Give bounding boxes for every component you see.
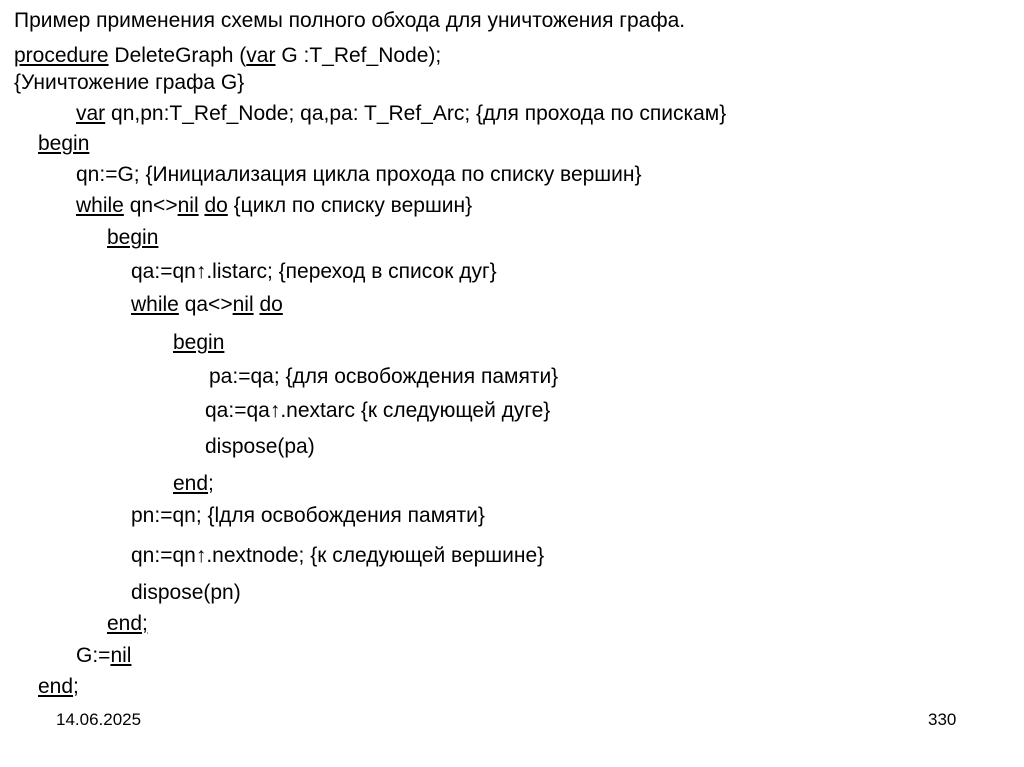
code-line-while-outer (76, 193, 472, 219)
keyword-var: var (76, 102, 106, 125)
code-text: G :T_Ref_Node); (275, 44, 442, 67)
code-line-nextnode: qn:=qn↑.nextnode; {к следующей вершине} (131, 544, 545, 567)
keyword-end: end (38, 675, 74, 698)
keyword-nil: nil (232, 293, 254, 316)
code-line-dispose-pa: dispose(pa) (205, 435, 315, 458)
code-line-pn: pn:=qn; {lдля освобождения памяти} (131, 504, 485, 527)
page-number: 330 (928, 710, 957, 729)
code-line-while-inner (131, 292, 283, 318)
keyword-nil: nil (110, 644, 132, 667)
code-text: G:= (76, 644, 111, 667)
keyword-nil: nil (177, 194, 199, 217)
code-line-dispose-pn: dispose(pn) (131, 581, 241, 604)
keyword-end: end; (107, 612, 148, 635)
code-line-procedure (14, 43, 441, 69)
keyword-var: var (246, 44, 276, 67)
keyword-begin: begin (107, 226, 159, 249)
keyword-do: do (204, 194, 228, 217)
code-text: qa<> (178, 293, 233, 316)
code-line-begin (38, 131, 89, 157)
code-line-init: qn:=G; {Инициализация цикла прохода по списку вершин} (76, 163, 642, 186)
code-text: DeleteGraph ( (108, 44, 247, 67)
code-text: {цикл по списку вершин} (227, 194, 473, 217)
keyword-do: do (259, 293, 283, 316)
code-text: ; (73, 675, 79, 698)
keyword-end: end (173, 472, 209, 495)
keyword-while: while (131, 293, 179, 316)
code-line-end-inner (173, 471, 214, 497)
code-line-begin-inner (173, 330, 224, 356)
keyword-begin: begin (173, 331, 225, 354)
code-line-comment: {Уничтожение графа G} (14, 71, 245, 94)
code-line-listarc: qa:=qn↑.listarc; {переход в список дуг} (131, 260, 497, 283)
code-text: ; (208, 472, 214, 495)
code-line-begin-outer (107, 225, 158, 251)
code-line-g-nil (76, 643, 131, 669)
code-line-var (76, 101, 726, 127)
keyword-procedure: procedure (14, 44, 109, 67)
keyword-while: while (76, 194, 124, 217)
code-text: qn,pn:T_Ref_Node; qa,pa: T_Ref_Arc; {для прохода по спискам} (105, 102, 727, 125)
code-text: qn<> (123, 194, 178, 217)
code-line-pa: pa:=qa; {для освобождения памяти} (209, 365, 559, 388)
slide-title: Пример применения схемы полного обхода для уничтожения графа. (14, 9, 686, 32)
footer-date: 14.06.2025 (56, 710, 142, 729)
code-line-nextarc: qa:=qa↑.nextarc {к следующей дуге} (205, 399, 551, 422)
keyword-begin: begin (38, 132, 90, 155)
code-line-end-final (38, 674, 79, 700)
code-line-end-outer (107, 611, 148, 637)
